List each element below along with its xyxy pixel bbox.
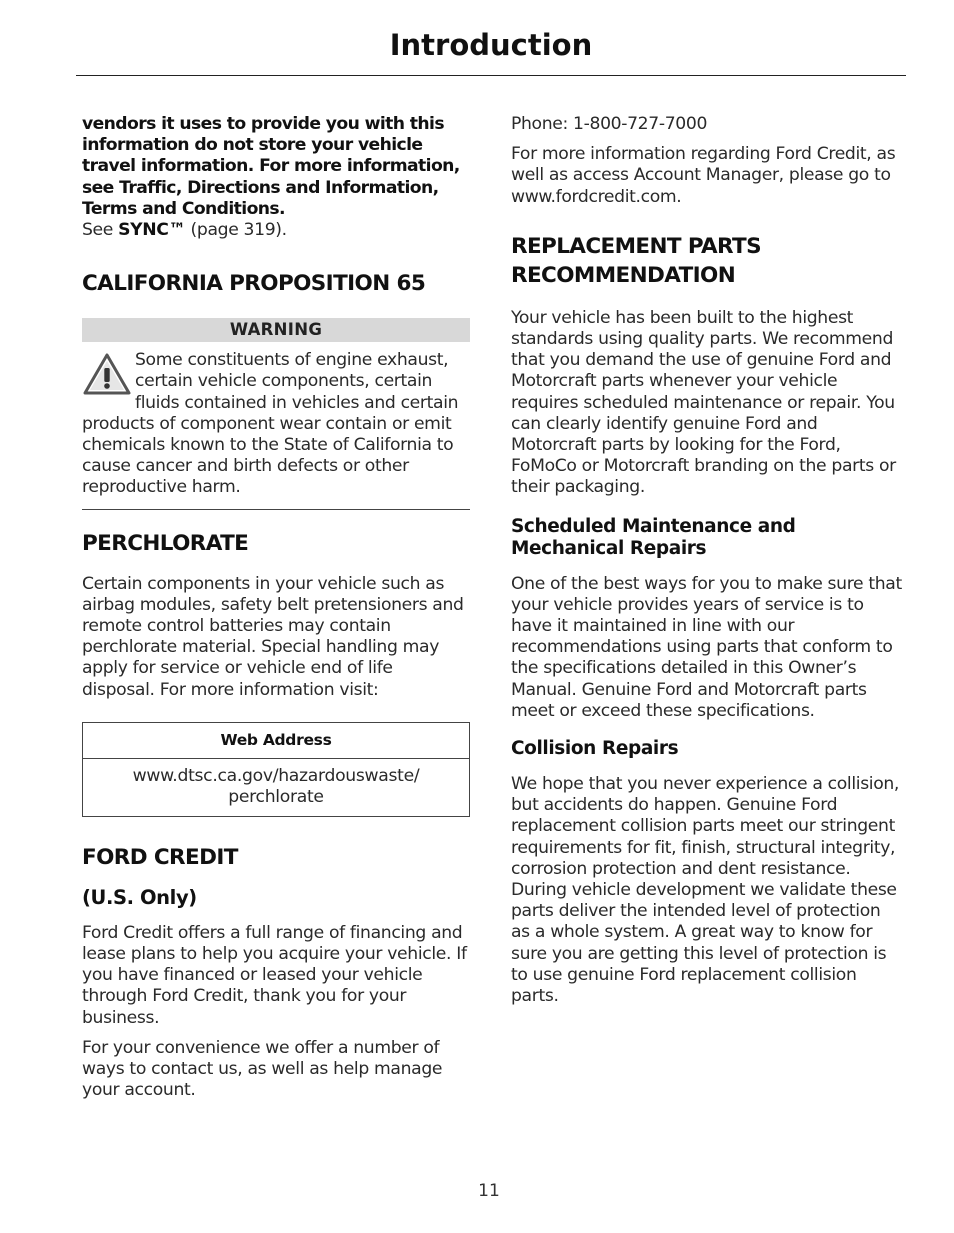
web-address-header: Web Address bbox=[83, 722, 470, 758]
collision-repairs-heading: Collision Repairs bbox=[511, 738, 679, 760]
page-title: Introduction bbox=[389, 28, 593, 62]
collision-repairs-text: We hope that you never experience a collision, but accidents do happen. Genuine Ford replacement collision parts meet our stringent requirements for fit, finish, structural integrity, corrosion protection and dent resistance. During vehicle development we validate these parts deliver the intended level of protection as a whole system. A great way to know for sure you are getting this level of protection is to use genuine Ford replacement collision parts. bbox=[511, 774, 900, 1007]
us-only-heading: (U.S. Only) bbox=[82, 885, 197, 909]
replacement-parts-text: Your vehicle has been built to the highest standards using quality parts. We recommend that you demand the use of genuine Ford and Motorcraft parts whenever your vehicle requires scheduled maintenance or repair. You can clearly identify genuine Ford and Motorcraft parts by looking for the Ford, FoMoCo or Motorcraft branding on the parts or their packaging. bbox=[511, 307, 896, 498]
ford-credit-heading: FORD CREDIT bbox=[82, 844, 238, 870]
warning-text: Some constituents of engine exhaust, certain vehicle components, certain fluids contained in vehicles and certain products of component wear contain or emit chemicals known to the State of California to cause cancer and birth defects or other reproductive harm. bbox=[82, 350, 459, 498]
right-column bbox=[511, 114, 903, 1007]
sync-link[interactable]: SYNC™ bbox=[118, 220, 186, 241]
california-heading: CALIFORNIA PROPOSITION 65 bbox=[82, 271, 426, 297]
warning-box bbox=[82, 318, 470, 509]
replacement-parts-heading: REPLACEMENT PARTS RECOMMENDATION bbox=[511, 233, 761, 288]
web-address-link[interactable]: www.dtsc.ca.gov/hazardouswaste/ perchlorate bbox=[83, 758, 470, 816]
title-divider bbox=[76, 75, 906, 76]
warning-triangle-icon bbox=[82, 352, 132, 396]
lead-bold-text: vendors it uses to provide you with this information do not store your vehicle travel information. For more information, see Traffic, Directions and Information, Terms and Conditions. bbox=[82, 114, 460, 219]
ford-credit-more-info: For more information regarding Ford Credit, as well as access Account Manager, please go to www.fordcredit.com. bbox=[511, 144, 896, 207]
left-column bbox=[82, 114, 470, 1101]
ford-credit-paragraph-1: Ford Credit offers a full range of financing and lease plans to help you acquire your vehicle. If you have financed or leased your vehicle through Ford Credit, thank you for your business. bbox=[82, 922, 467, 1028]
perchlorate-heading: PERCHLORATE bbox=[82, 530, 249, 556]
web-address-table bbox=[82, 722, 470, 817]
lead-paragraph bbox=[82, 114, 470, 241]
scheduled-maintenance-text: One of the best ways for you to make sure that your vehicle provides years of service is to have it maintained in line with our recommendations using parts that conform to the specifications detailed in this Owner’s Manual. Genuine Ford and Motorcraft parts meet or exceed these specifications. bbox=[511, 573, 902, 721]
warning-label: WARNING bbox=[82, 318, 470, 342]
page-number: 11 bbox=[478, 1181, 500, 1201]
see-reference: See SYNC™ (page 319). bbox=[82, 220, 287, 241]
phone-number: Phone: 1-800-727-7000 bbox=[511, 114, 708, 134]
warning-body bbox=[82, 342, 470, 509]
perchlorate-text: Certain components in your vehicle such as airbag modules, safety belt pretensioners and remote control batteries may contain perchlorate material. Special handling may apply for service or vehicle end of life disposal. For more information visit: bbox=[82, 573, 464, 700]
ford-credit-paragraph-2: For your convenience we offer a number of ways to contact us, as well as help manage your account. bbox=[82, 1037, 443, 1101]
scheduled-maintenance-heading: Scheduled Maintenance and Mechanical Repairs bbox=[511, 515, 796, 559]
